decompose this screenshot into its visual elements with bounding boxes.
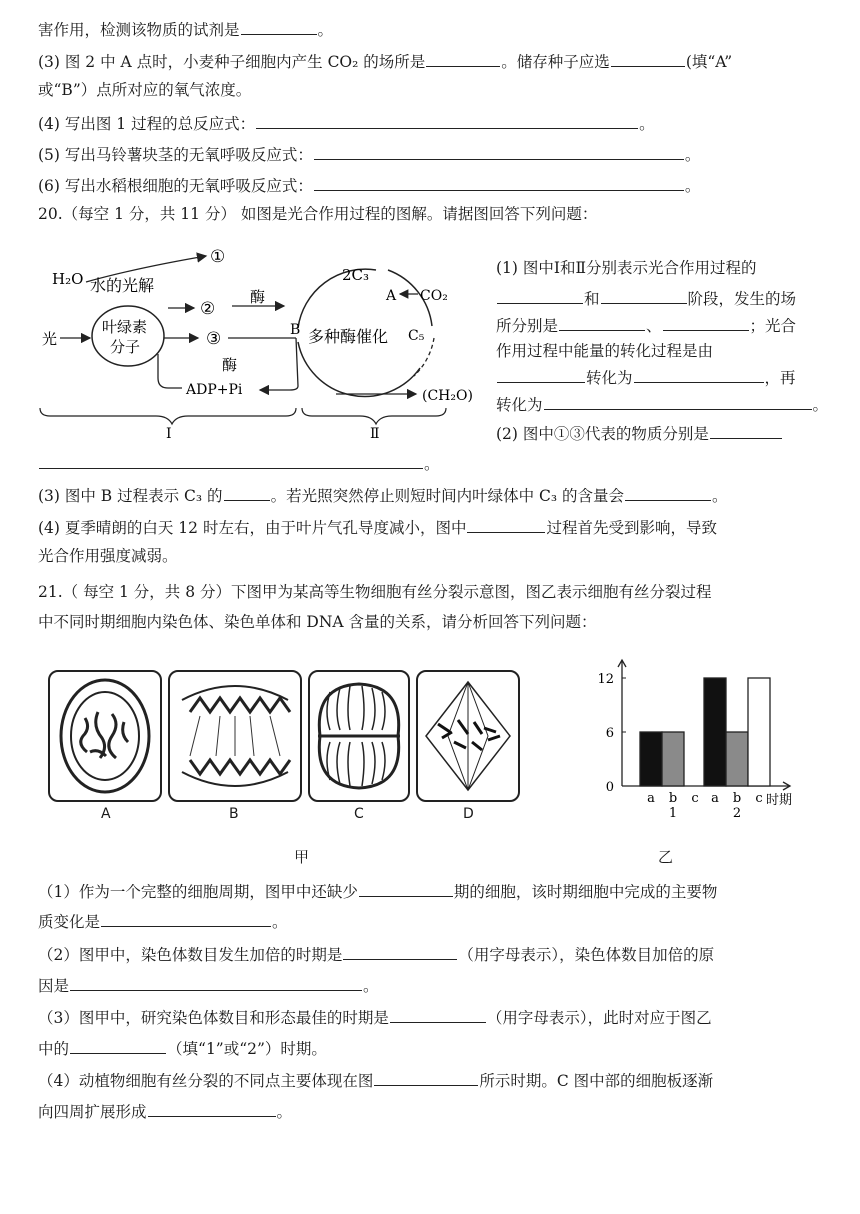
bar-b-2	[726, 732, 748, 786]
q21-1-line-1: （1）作为一个完整的细胞周期，图甲中还缺少 期的细胞，该时期细胞中完成的主要物	[38, 880, 717, 902]
q20-4-line-2: 光合作用强度减弱。	[38, 547, 178, 565]
bar-label: b	[732, 791, 742, 806]
bar-label: b	[668, 791, 678, 806]
enzyme-label-2: 酶	[222, 356, 238, 374]
ch2o-label: (CH₂O)	[422, 388, 473, 404]
product-1-label: ①	[210, 247, 226, 267]
b-label: B	[290, 322, 301, 338]
answer-blank[interactable]	[256, 112, 638, 129]
answer-blank[interactable]	[634, 366, 764, 383]
answer-blank[interactable]	[467, 516, 545, 533]
a-label: A	[386, 288, 397, 304]
answer-blank[interactable]	[625, 484, 711, 501]
q21-4-line-2: 向四周扩展形成 。	[38, 1100, 292, 1122]
q21-4-line-1: （4）动植物细胞有丝分裂的不同点主要体现在图 所示时期。C 图中部的细胞板逐渐	[38, 1069, 713, 1091]
bracket-ii	[302, 408, 446, 424]
answer-blank[interactable]	[497, 287, 583, 304]
cell-d-label: D	[463, 806, 474, 822]
bar-label: c	[755, 791, 763, 806]
q19-3-line-2: 或“B”）点所对应的氧气浓度。	[38, 81, 252, 99]
answer-blank[interactable]	[559, 314, 645, 331]
light-label: 光	[42, 330, 58, 348]
answer-blank[interactable]	[314, 143, 684, 160]
q21-heading-1: 21.（ 每空 1 分，共 8 分）下图甲为某高等生物细胞有丝分裂示意图，图乙表示细胞有丝分裂过程	[38, 583, 712, 601]
answer-blank[interactable]	[70, 974, 362, 991]
answer-blank[interactable]	[148, 1100, 276, 1117]
q20-1-line-1: (1) 图中Ⅰ和Ⅱ分别表示光合作用过程的	[496, 259, 757, 277]
q21-1-line-2: 质变化是 。	[38, 910, 288, 932]
bar-c-2	[748, 678, 770, 786]
answer-blank[interactable]	[39, 452, 423, 469]
product-2-label: ②	[200, 299, 216, 319]
chlorophyll-label-1: 叶绿素	[102, 318, 148, 336]
q20-2-line-2: 。	[38, 452, 440, 474]
answer-blank[interactable]	[314, 174, 684, 191]
answer-blank[interactable]	[497, 366, 585, 383]
q19-5-line: (5) 写出马铃薯块茎的无氧呼吸反应式： 。	[38, 143, 700, 165]
adp-label: ADP+Pi	[186, 382, 243, 398]
answer-blank[interactable]	[101, 910, 271, 927]
answer-blank[interactable]	[241, 18, 317, 35]
answer-blank[interactable]	[390, 1006, 486, 1023]
stage-i-label: Ⅰ	[166, 426, 172, 442]
cell-a-label: A	[101, 806, 111, 822]
photosynthesis-diagram	[36, 228, 492, 442]
chlorophyll-circle	[92, 306, 164, 366]
q19-line-1: 害作用，检测该物质的试剂是 。	[38, 18, 333, 40]
c5-label: C₅	[408, 328, 425, 344]
bar-label: a	[647, 791, 655, 806]
q20-1-line-5: 转化为 ，再	[496, 366, 796, 388]
q19-4-line: (4) 写出图 1 过程的总反应式： 。	[38, 112, 655, 134]
q20-1-line-2: 和 阶段，发生的场	[496, 287, 796, 309]
answer-blank[interactable]	[611, 50, 685, 67]
q20-heading: 20.（每空 1 分，共 11 分） 如图是光合作用过程的图解。请据图回答下列问题：	[38, 205, 598, 223]
enzyme-label-1: 酶	[250, 288, 266, 306]
q21-3-line-1: （3）图甲中，研究染色体数目和形态最佳的时期是 （用字母表示），此时对应于图乙	[38, 1006, 712, 1028]
q19-3-line: (3) 图 2 中 A 点时，小麦种子细胞内产生 CO₂ 的场所是 。储存种子应选 (填“A”	[38, 50, 732, 72]
h2o-label: H₂O	[52, 270, 84, 288]
answer-blank[interactable]	[343, 943, 457, 960]
co2-label: CO₂	[420, 288, 448, 304]
q19-6-line: (6) 写出水稻根细胞的无氧呼吸反应式： 。	[38, 174, 700, 196]
stage-ii-label: Ⅱ	[370, 426, 380, 442]
answer-blank[interactable]	[359, 880, 453, 897]
y-tick-label: 12	[597, 672, 614, 687]
bar-b-1	[662, 732, 684, 786]
bar-a-1	[640, 732, 662, 786]
q20-4-line-1: (4) 夏季晴朗的白天 12 时左右，由于叶片气孔导度减小，图中 过程首先受到影响，导致	[38, 516, 717, 538]
cell-b-label: B	[229, 806, 239, 822]
y-tick-label: 0	[605, 780, 614, 795]
cell-a-image	[48, 670, 162, 802]
water-split-label: 水的光解	[90, 276, 155, 295]
figure-yi-label: 乙	[658, 848, 674, 866]
cell-c-image	[308, 670, 410, 802]
answer-blank[interactable]	[70, 1037, 166, 1054]
x-axis-label: 时期	[766, 793, 793, 808]
q20-1-line-4: 作用过程中能量的转化过程是由	[496, 342, 714, 360]
bar-label: a	[711, 791, 719, 806]
cell-c-label: C	[354, 806, 364, 822]
answer-blank[interactable]	[710, 422, 782, 439]
q20-3-line: (3) 图中 B 过程表示 C₃ 的 。若光照突然停止则短时间内叶绿体中 C₃ 的含量会 。	[38, 484, 728, 506]
answer-blank[interactable]	[426, 50, 500, 67]
q21-2-line-1: （2）图甲中，染色体数目发生加倍的时期是 （用字母表示），染色体数目加倍的原	[38, 943, 714, 965]
q21-heading-2: 中不同时期细胞内染色体、染色单体和 DNA 含量的关系，请分析回答下列问题：	[38, 613, 597, 631]
answer-blank[interactable]	[224, 484, 270, 501]
q20-1-line-3: 所分别是 、 ；光合	[496, 314, 796, 336]
category-label: 2	[732, 806, 742, 821]
q20-2-line-1: (2) 图中①③代表的物质分别是	[496, 422, 783, 444]
cell-b-image	[168, 670, 302, 802]
cell-d-image	[416, 670, 520, 802]
y-tick-label: 6	[605, 726, 614, 741]
bar-a-2	[704, 678, 726, 786]
answer-blank[interactable]	[374, 1069, 478, 1086]
answer-blank[interactable]	[663, 314, 749, 331]
bracket-i	[40, 408, 296, 424]
q21-3-line-2: 中的 （填“1”或“2”）时期。	[38, 1037, 327, 1059]
chart-yi	[590, 652, 810, 828]
c3-label: 2C₃	[342, 266, 370, 284]
answer-blank[interactable]	[601, 287, 687, 304]
q21-2-line-2: 因是 。	[38, 974, 379, 996]
enzymes-catalysis-label: 多种酶催化	[308, 327, 389, 346]
category-label: 1	[668, 806, 678, 821]
bar-label: c	[691, 791, 699, 806]
figure-jia-label: 甲	[294, 848, 310, 866]
chlorophyll-label-2: 分子	[110, 338, 141, 356]
product-3-label: ③	[206, 329, 222, 349]
q20-1-line-6: 转化为 。	[496, 393, 828, 415]
answer-blank[interactable]	[544, 393, 812, 410]
